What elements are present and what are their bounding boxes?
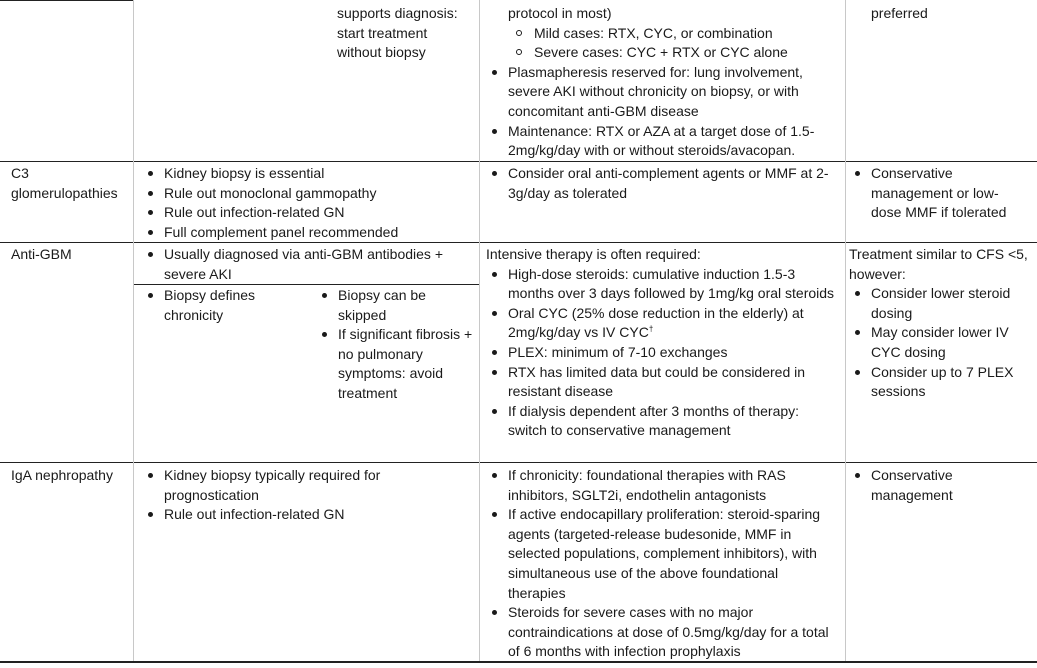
treatment-sub-list — [486, 24, 838, 63]
column-divider-2 — [479, 0, 480, 661]
antigbm-diagnosis-left-list — [142, 286, 292, 325]
top-diagnosis-cell — [337, 4, 477, 63]
antigbm-diagnosis-top-cell — [142, 245, 475, 284]
treatment-intro: Intensive therapy is often required: — [486, 246, 701, 262]
list-item: Consider lower steroid dosing — [849, 284, 1029, 323]
list-item: Severe cases: CYC + RTX or CYC alone — [508, 43, 838, 63]
iga-diagnosis-cell — [142, 466, 432, 525]
list-item: Biopsy can be skipped — [316, 286, 476, 325]
antigbm-diagnosis-right-cell — [316, 286, 476, 404]
iga-treatment-cell — [486, 466, 838, 662]
diagnosis-cont-line: without biopsy — [337, 44, 426, 61]
footnote-mark: † — [648, 324, 654, 334]
row-divider-iga — [0, 462, 1037, 463]
frail-intro: Treatment similar to CFS <5, however: — [849, 246, 1028, 282]
list-item: Rule out monoclonal gammopathy — [142, 184, 472, 204]
list-item: Rule out infection-related GN — [142, 203, 472, 223]
list-item: Biopsy defines chronicity — [142, 286, 292, 325]
row-divider-c3 — [0, 161, 1037, 162]
list-item: Usually diagnosed via anti-GBM antibodies + severe AKI — [142, 245, 475, 284]
list-item: Conservative management — [849, 466, 1024, 505]
list-item: Plasmapheresis reserved for: lung involvement, severe AKI without chronicity on biopsy, or with concomitant anti-GBM disease — [486, 63, 838, 122]
list-item: Kidney biopsy typically required for prognostication — [142, 466, 432, 505]
list-item: If significant fibrosis + no pulmonary symptoms: avoid treatment — [316, 325, 476, 403]
antigbm-diagnosis-right-list — [316, 286, 476, 404]
antigbm-diagnosis-top-list — [142, 245, 475, 284]
list-item: If active endocapillary proliferation: steroid-sparing agents (targeted-release budesonide, MMF in selected populations, complement inhibitors), with simultaneous use of the above foundational therapies — [486, 505, 838, 603]
column-divider-3 — [845, 0, 846, 661]
treatment-cont-text: protocol in most) — [508, 5, 612, 21]
antigbm-frail-list — [849, 284, 1029, 402]
list-item: Consider oral anti-complement agents or MMF at 2-3g/day as tolerated — [486, 164, 838, 203]
iga-treatment-list — [486, 466, 838, 662]
row-name-iga: IgA nephropathy — [11, 467, 113, 483]
list-item: Conservative management or low-dose MMF if tolerated — [849, 164, 1024, 223]
column-divider-1 — [133, 0, 134, 661]
c3-frail-list — [849, 164, 1024, 223]
list-item: Maintenance: RTX or AZA at a target dose of 1.5-2mg/kg/day with or without steroids/avacopan. — [486, 122, 838, 161]
list-item: Mild cases: RTX, CYC, or combination — [508, 24, 838, 44]
antigbm-diagnosis-left-cell — [142, 286, 292, 325]
row-name-antigbm: Anti-GBM — [11, 246, 72, 262]
antigbm-frail-cell — [849, 245, 1029, 402]
diagnosis-cont-line: start treatment — [337, 24, 428, 41]
list-item: May consider lower IV CYC dosing — [849, 323, 1029, 362]
list-item: Kidney biopsy is essential — [142, 164, 472, 184]
list-item: If chronicity: foundational therapies with RAS inhibitors, SGLT2i, endothelin antagonists — [486, 466, 838, 505]
c3-frail-cell — [849, 164, 1024, 223]
list-item: Consider up to 7 PLEX sessions — [849, 363, 1029, 402]
iga-frail-cell — [849, 466, 1024, 505]
c3-treatment-cell — [486, 164, 838, 203]
treatment-list — [486, 63, 838, 161]
list-item: Steroids for severe cases with no major contraindications at dose of 0.5mg/kg/day for a total of 6 months with infection prophylaxis — [486, 603, 838, 662]
c3-diagnosis-list — [142, 164, 472, 242]
frail-cont-text: preferred — [871, 5, 928, 21]
iga-diagnosis-list — [142, 466, 432, 525]
list-item: Rule out infection-related GN — [142, 505, 432, 525]
row-name-c3: C3 glomerulopathies — [11, 165, 118, 201]
list-item-text: Oral CYC (25% dose reduction in the elderly) at 2mg/kg/day vs IV CYC — [508, 304, 804, 341]
list-item — [486, 304, 838, 343]
list-item: Full complement panel recommended — [142, 223, 472, 243]
c3-diagnosis-cell — [142, 164, 472, 242]
list-item: High-dose steroids: cumulative induction 1.5-3 months over 3 days followed by 1mg/kg oral steroids — [486, 265, 838, 304]
c3-treatment-list — [486, 164, 838, 203]
top-rule-left — [0, 0, 133, 1]
antigbm-treatment-cell — [486, 245, 838, 441]
list-item: PLEX: minimum of 7-10 exchanges — [486, 343, 838, 363]
iga-frail-list — [849, 466, 1024, 505]
list-item: If dialysis dependent after 3 months of therapy: switch to conservative management — [486, 402, 838, 441]
antigbm-treatment-list — [486, 265, 838, 441]
list-item: RTX has limited data but could be considered in resistant disease — [486, 363, 838, 402]
diagnosis-cont-line: supports diagnosis: — [337, 5, 458, 21]
top-treatment-cell — [486, 4, 838, 161]
